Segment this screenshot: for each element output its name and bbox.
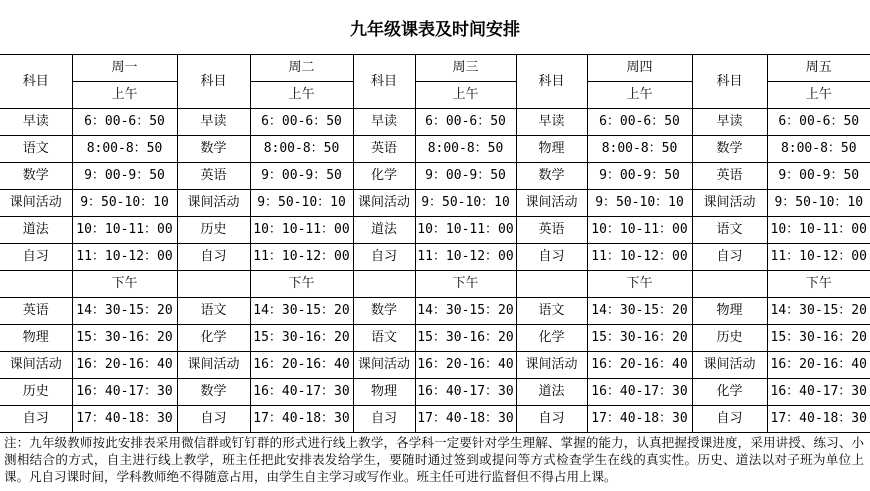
table-row <box>0 109 870 136</box>
period-label-morning: 上午 <box>72 82 177 109</box>
time-cell: 17：40-18：30 <box>767 406 870 433</box>
subject-cell: 自习 <box>353 244 415 271</box>
time-cell: 11：10-12：00 <box>415 244 516 271</box>
schedule-table <box>0 55 870 433</box>
subject-cell: 课间活动 <box>692 190 767 217</box>
header-row <box>0 55 870 82</box>
subject-cell: 早读 <box>692 109 767 136</box>
subject-cell: 语文 <box>0 136 72 163</box>
table-row <box>0 190 870 217</box>
empty-cell <box>0 271 72 298</box>
time-cell: 8:00-8：50 <box>587 136 692 163</box>
period-label-morning: 上午 <box>587 82 692 109</box>
subject-cell: 课间活动 <box>0 352 72 379</box>
subject-cell: 物理 <box>0 325 72 352</box>
time-cell: 8:00-8：50 <box>250 136 353 163</box>
time-cell: 9：00-9：50 <box>587 163 692 190</box>
period-label-morning: 上午 <box>250 82 353 109</box>
time-cell: 17：40-18：30 <box>72 406 177 433</box>
period-label-afternoon: 下午 <box>250 271 353 298</box>
schedule-body <box>0 55 870 433</box>
time-cell: 9：00-9：50 <box>250 163 353 190</box>
time-cell: 16：40-17：30 <box>767 379 870 406</box>
time-cell: 9：50-10：10 <box>767 190 870 217</box>
subject-cell: 早读 <box>0 109 72 136</box>
time-cell: 8:00-8：50 <box>415 136 516 163</box>
time-cell: 10：10-11：00 <box>767 217 870 244</box>
period-label-afternoon: 下午 <box>587 271 692 298</box>
time-cell: 9：00-9：50 <box>767 163 870 190</box>
table-row <box>0 136 870 163</box>
subject-cell: 自习 <box>692 406 767 433</box>
period-label-morning: 上午 <box>767 82 870 109</box>
subject-cell: 语文 <box>353 325 415 352</box>
subject-cell: 自习 <box>0 406 72 433</box>
time-cell: 8:00-8：50 <box>72 136 177 163</box>
time-cell: 14：30-15：20 <box>767 298 870 325</box>
time-cell: 16：40-17：30 <box>250 379 353 406</box>
time-cell: 14：30-15：20 <box>587 298 692 325</box>
subject-cell: 课间活动 <box>353 190 415 217</box>
subject-cell: 自习 <box>516 244 587 271</box>
time-cell: 16：20-16：40 <box>587 352 692 379</box>
day-header: 周四 <box>587 55 692 82</box>
subject-cell: 自习 <box>516 406 587 433</box>
subject-cell: 化学 <box>353 163 415 190</box>
subject-cell: 语文 <box>177 298 250 325</box>
subject-header: 科目 <box>353 55 415 109</box>
subject-cell: 自习 <box>0 244 72 271</box>
table-row <box>0 163 870 190</box>
subject-cell: 数学 <box>692 136 767 163</box>
time-cell: 16：20-16：40 <box>250 352 353 379</box>
time-cell: 15：30-16：20 <box>767 325 870 352</box>
table-row <box>0 244 870 271</box>
table-row <box>0 379 870 406</box>
subject-cell: 课间活动 <box>177 352 250 379</box>
day-header: 周五 <box>767 55 870 82</box>
subject-cell: 历史 <box>177 217 250 244</box>
subject-cell: 自习 <box>692 244 767 271</box>
subject-cell: 语文 <box>516 298 587 325</box>
time-cell: 15：30-16：20 <box>72 325 177 352</box>
time-cell: 9：00-9：50 <box>72 163 177 190</box>
subject-header: 科目 <box>0 55 72 109</box>
time-cell: 16：40-17：30 <box>72 379 177 406</box>
empty-cell <box>692 271 767 298</box>
time-cell: 14：30-15：20 <box>415 298 516 325</box>
time-cell: 10：10-11：00 <box>415 217 516 244</box>
subject-cell: 化学 <box>692 379 767 406</box>
day-header: 周三 <box>415 55 516 82</box>
subject-cell: 物理 <box>516 136 587 163</box>
period-label-afternoon: 下午 <box>415 271 516 298</box>
subject-cell: 课间活动 <box>516 352 587 379</box>
footnote: 注：九年级教师按此安排表采用微信群或钉钉群的形式进行线上教学，各学科一定要针对学生理解、掌握的能力，认真把握授课进度，采用讲授、练习、小测相结合的方式，自主进行线上教学，班主任把此安排表发给学生，要随时通过签到或提问等方式检查学生在线的真实性。历史、道法以对子班为单位上课。凡自习课时间，学科教师绝不得随意占用，由学生自主学习或写作业。班主任可进行监督但不得占用上课。 <box>4 435 864 484</box>
empty-cell <box>353 271 415 298</box>
time-cell: 15：30-16：20 <box>250 325 353 352</box>
subject-cell: 语文 <box>692 217 767 244</box>
subject-cell: 历史 <box>692 325 767 352</box>
period-row-afternoon <box>0 271 870 298</box>
time-cell: 6：00-6：50 <box>587 109 692 136</box>
subject-cell: 道法 <box>0 217 72 244</box>
subject-cell: 英语 <box>516 217 587 244</box>
time-cell: 16：20-16：40 <box>767 352 870 379</box>
subject-cell: 英语 <box>0 298 72 325</box>
time-cell: 11：10-12：00 <box>72 244 177 271</box>
subject-cell: 课间活动 <box>353 352 415 379</box>
subject-cell: 数学 <box>177 379 250 406</box>
subject-cell: 物理 <box>692 298 767 325</box>
subject-cell: 自习 <box>177 406 250 433</box>
empty-cell <box>177 271 250 298</box>
subject-cell: 英语 <box>177 163 250 190</box>
time-cell: 17：40-18：30 <box>587 406 692 433</box>
time-cell: 14：30-15：20 <box>72 298 177 325</box>
subject-header: 科目 <box>692 55 767 109</box>
subject-cell: 数学 <box>516 163 587 190</box>
subject-cell: 道法 <box>516 379 587 406</box>
time-cell: 16：40-17：30 <box>587 379 692 406</box>
time-cell: 14：30-15：20 <box>250 298 353 325</box>
table-row <box>0 406 870 433</box>
subject-cell: 数学 <box>353 298 415 325</box>
subject-cell: 课间活动 <box>177 190 250 217</box>
time-cell: 6：00-6：50 <box>250 109 353 136</box>
subject-cell: 自习 <box>353 406 415 433</box>
time-cell: 11：10-12：00 <box>587 244 692 271</box>
time-cell: 8:00-8：50 <box>767 136 870 163</box>
subject-cell: 物理 <box>353 379 415 406</box>
subject-cell: 早读 <box>177 109 250 136</box>
time-cell: 6：00-6：50 <box>72 109 177 136</box>
time-cell: 9：50-10：10 <box>72 190 177 217</box>
time-cell: 17：40-18：30 <box>250 406 353 433</box>
subject-cell: 数学 <box>0 163 72 190</box>
time-cell: 9：50-10：10 <box>587 190 692 217</box>
subject-cell: 英语 <box>353 136 415 163</box>
subject-cell: 英语 <box>692 163 767 190</box>
time-cell: 15：30-16：20 <box>415 325 516 352</box>
time-cell: 16：20-16：40 <box>72 352 177 379</box>
table-row <box>0 325 870 352</box>
subject-cell: 课间活动 <box>0 190 72 217</box>
subject-cell: 道法 <box>353 217 415 244</box>
subject-header: 科目 <box>516 55 587 109</box>
time-cell: 9：50-10：10 <box>250 190 353 217</box>
day-header: 周二 <box>250 55 353 82</box>
subject-cell: 化学 <box>516 325 587 352</box>
time-cell: 11：10-12：00 <box>767 244 870 271</box>
table-row <box>0 217 870 244</box>
period-label-morning: 上午 <box>415 82 516 109</box>
time-cell: 15：30-16：20 <box>587 325 692 352</box>
subject-cell: 早读 <box>516 109 587 136</box>
time-cell: 11：10-12：00 <box>250 244 353 271</box>
time-cell: 6：00-6：50 <box>767 109 870 136</box>
subject-cell: 课间活动 <box>516 190 587 217</box>
table-row <box>0 298 870 325</box>
empty-cell <box>516 271 587 298</box>
time-cell: 9：00-9：50 <box>415 163 516 190</box>
subject-cell: 数学 <box>177 136 250 163</box>
subject-header: 科目 <box>177 55 250 109</box>
table-row <box>0 352 870 379</box>
subject-cell: 自习 <box>177 244 250 271</box>
time-cell: 16：40-17：30 <box>415 379 516 406</box>
time-cell: 9：50-10：10 <box>415 190 516 217</box>
day-header: 周一 <box>72 55 177 82</box>
time-cell: 10：10-11：00 <box>72 217 177 244</box>
subject-cell: 课间活动 <box>692 352 767 379</box>
subject-cell: 历史 <box>0 379 72 406</box>
time-cell: 10：10-11：00 <box>587 217 692 244</box>
period-label-afternoon: 下午 <box>72 271 177 298</box>
period-label-afternoon: 下午 <box>767 271 870 298</box>
subject-cell: 早读 <box>353 109 415 136</box>
document-title: 九年级课表及时间安排 <box>0 0 870 55</box>
time-cell: 17：40-18：30 <box>415 406 516 433</box>
time-cell: 6：00-6：50 <box>415 109 516 136</box>
subject-cell: 化学 <box>177 325 250 352</box>
time-cell: 10：10-11：00 <box>250 217 353 244</box>
time-cell: 16：20-16：40 <box>415 352 516 379</box>
